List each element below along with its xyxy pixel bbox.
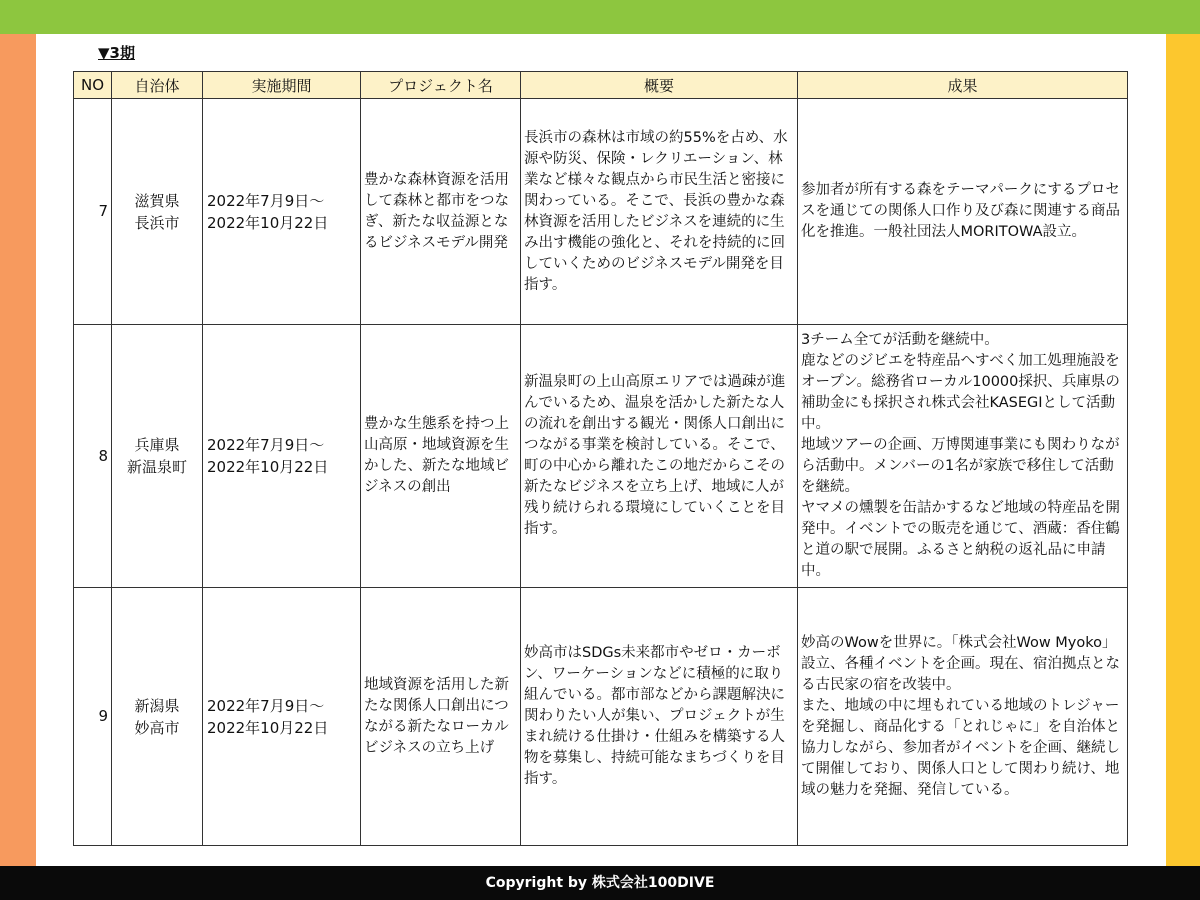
top-accent-bar bbox=[0, 0, 1200, 34]
period-text: 2022年7月9日～ 2022年10月22日 bbox=[207, 436, 329, 476]
row-summary: 妙高市はSDGs未来都市やゼロ・カーボン、ワーケーションなどに積極的に取り組んでいる。都市部などから課題解決に関わりたい人が集い、プロジェクトが生まれ続ける仕掛け・仕組みを構築する人物を募集し、持続可能なまちづくりを目指す。 bbox=[521, 588, 798, 846]
row-municipality bbox=[112, 325, 203, 588]
row-summary: 新温泉町の上山高原エリアでは過疎が進んでいるため、温泉を活かした新たな人の流れを創出する観光・関係人口創出につながる事業を検討している。そこで、町の中心から離れたこの地だからこその新たなビジネスを立ち上げ、地域に人が残り続けられる環境にしていくことを目指す。 bbox=[521, 325, 798, 588]
row-no: 8 bbox=[74, 325, 112, 588]
row-period bbox=[203, 325, 361, 588]
row-result bbox=[798, 588, 1128, 846]
row-municipality bbox=[112, 588, 203, 846]
header-result: 成果 bbox=[798, 72, 1128, 99]
table-header-row bbox=[74, 72, 1128, 99]
projects-table bbox=[73, 71, 1128, 846]
section-title: ▼3期 bbox=[98, 44, 135, 62]
municipality-text: 新潟県 妙高市 bbox=[134, 696, 180, 737]
row-no: 7 bbox=[74, 99, 112, 325]
municipality-text: 兵庫県 新温泉町 bbox=[126, 436, 187, 476]
header-period: 実施期間 bbox=[203, 72, 361, 99]
right-accent-bar bbox=[1166, 34, 1200, 866]
left-accent-bar bbox=[0, 34, 36, 866]
row-result bbox=[798, 325, 1128, 588]
header-summary: 概要 bbox=[521, 72, 798, 99]
header-municipality: 自治体 bbox=[112, 72, 203, 99]
municipality-text: 滋賀県 長浜市 bbox=[134, 191, 180, 232]
table-row bbox=[74, 325, 1128, 588]
period-text: 2022年7月9日～ 2022年10月22日 bbox=[207, 191, 329, 232]
row-project: 豊かな森林資源を活用して森林と都市をつなぎ、新たな収益源となるビジネスモデル開発 bbox=[361, 99, 521, 325]
row-result: 参加者が所有する森をテーマパークにするプロセスを通じての関係人口作り及び森に関連する商品化を推進。一般社団法人MORITOWA設立。 bbox=[798, 99, 1128, 325]
row-period bbox=[203, 99, 361, 325]
header-no: NO bbox=[74, 72, 112, 99]
table-row bbox=[74, 99, 1128, 325]
copyright-footer: Copyright by 株式会社100DIVE bbox=[0, 866, 1200, 900]
row-period bbox=[203, 588, 361, 846]
table-row bbox=[74, 588, 1128, 846]
row-project: 豊かな生態系を持つ上山高原・地域資源を生かした、新たな地域ビジネスの創出 bbox=[361, 325, 521, 588]
row-summary: 長浜市の森林は市域の約55%を占め、水源や防災、保険・レクリエーション、林業など様々な観点から市民生活と密接に関わっている。そこで、長浜の豊かな森林資源を活用したビジネスを連続的に生み出す機能の強化と、それを持続的に回していくためのビジネスモデル開発を目指す。 bbox=[521, 99, 798, 325]
result-text: 妙高のWowを世界に。「株式会社Wow Myoko」設立、各種イベントを企画。現在、宿泊拠点となる古民家の宿を改装中。 また、地域の中に埋もれている地域のトレジャーを発掘し、商品化する「とれじゃに」を自治体と協力しながら、参加者がイベントを企画、継続して開催しており、関係人口として関わり続け、地域の魅力を発掘、発信している。 bbox=[801, 634, 1120, 798]
row-municipality bbox=[112, 99, 203, 325]
row-project: 地域資源を活用した新たな関係人口創出につながる新たなローカルビジネスの立ち上げ bbox=[361, 588, 521, 846]
result-text: 3チーム全てが活動を継続中。 鹿などのジビエを特産品へすべく加工処理施設をオープン。総務省ローカル10000採択、兵庫県の補助金にも採択され株式会社KASEGIとして活動中。 地域ツアーの企画、万博関連事業にも関わりながら活動中。メンバーの1名が家族で移住して活動を継続。 ヤマメの燻製を缶詰かするなど地域の特産品を開発中。イベントでの販売を通じて、酒蔵：香住鶴と道の駅で展開。ふるさと納税の返礼品に申請中。 bbox=[801, 332, 1120, 579]
period-text: 2022年7月9日～ 2022年10月22日 bbox=[207, 696, 329, 737]
header-project: プロジェクト名 bbox=[361, 72, 521, 99]
row-no: 9 bbox=[74, 588, 112, 846]
